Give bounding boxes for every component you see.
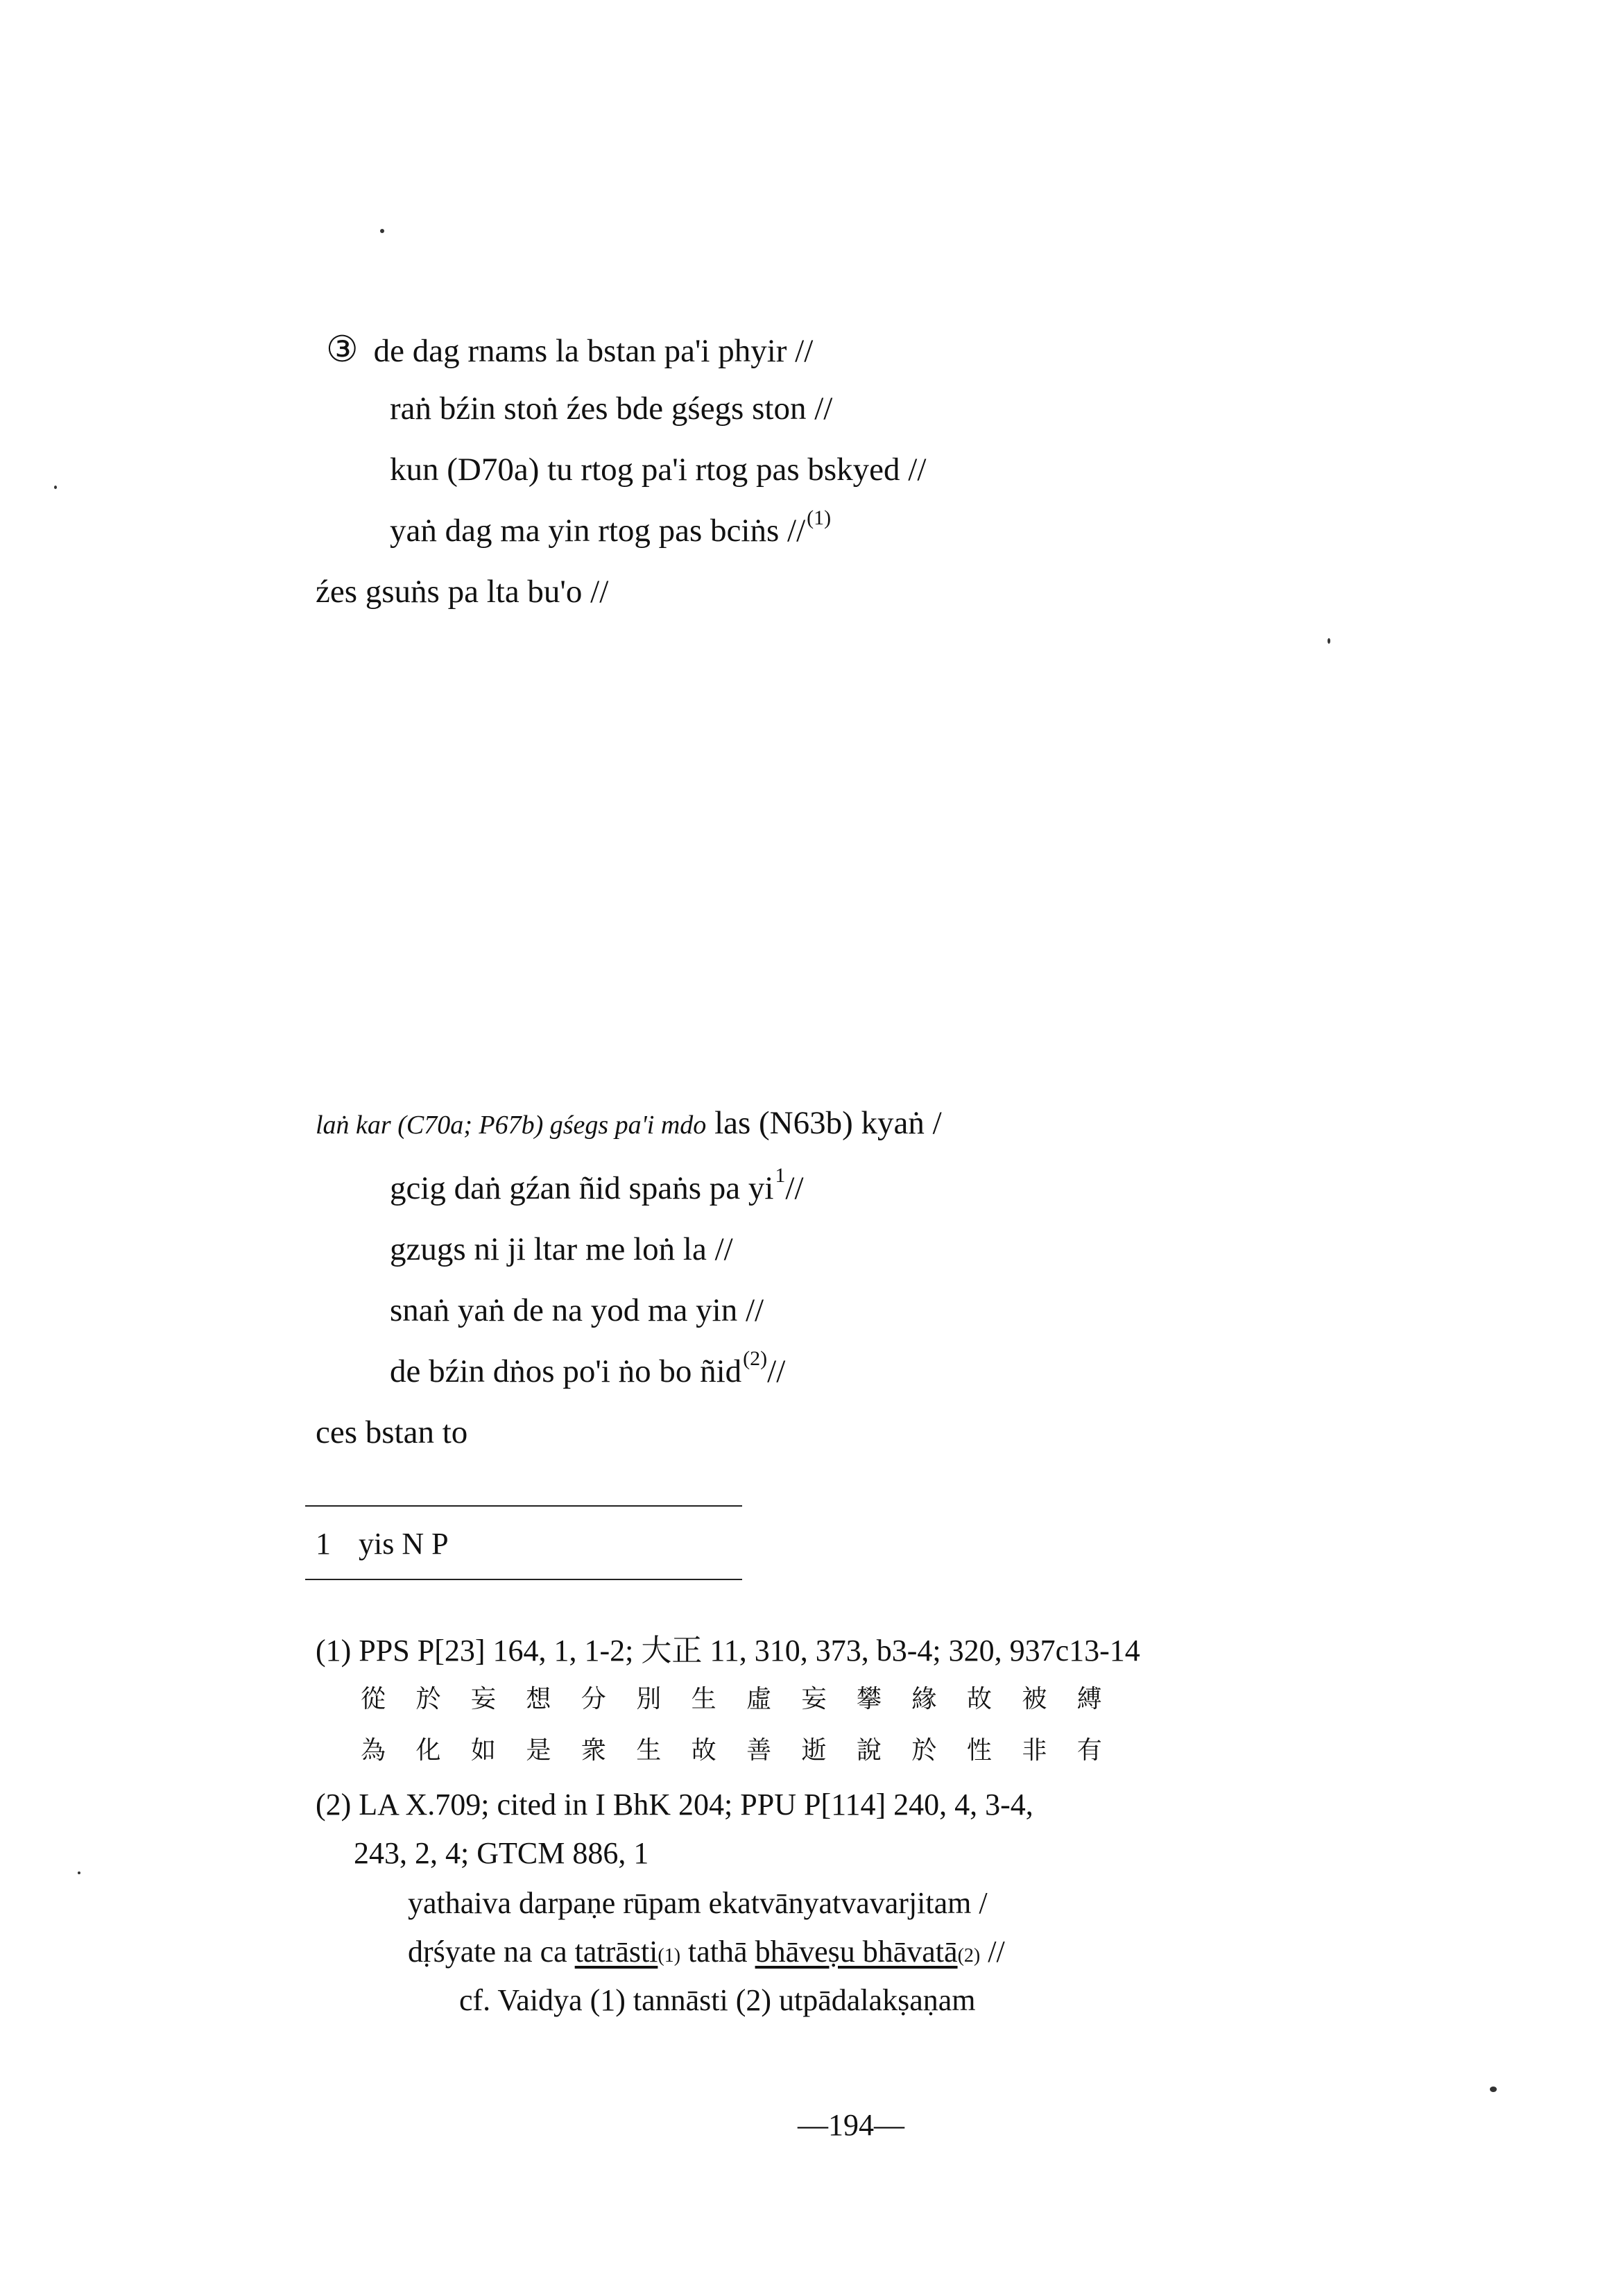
apparatus-rule-bottom xyxy=(305,1579,742,1580)
verse-2-intro-title: laṅ kar (C70a; P67b) gśegs pa'i mdo xyxy=(316,1111,707,1140)
note-1-chinese-line-1: 從 於 妄 想 分 別 生 虛 妄 攀 緣 故 被 縛 xyxy=(361,1685,1113,1713)
sanskrit-2-end: // xyxy=(980,1935,1005,1969)
scan-speck xyxy=(380,229,384,233)
circled-number-marker: ③ xyxy=(326,329,359,370)
sanskrit-2-a: dṛśyate na ca xyxy=(408,1935,575,1969)
verse-1-line-1 xyxy=(326,329,814,370)
sanskrit-2-underlined-1: tatrāsti xyxy=(574,1935,658,1969)
sanskrit-2-mark-2: (2) xyxy=(957,1945,981,1967)
verse-1-text-1: de dag rnams la bstan pa'i phyir // xyxy=(373,333,814,369)
note-2-line-1: (2) LA X.709; cited in I BhK 204; PPU P[114] 240, 4, 3-4, xyxy=(316,1788,1033,1822)
verse-1-line-3: kun (D70a) tu rtog pa'i rtog pas bskyed // xyxy=(390,452,927,488)
footnote-mark-1: (1) xyxy=(807,506,832,529)
verse-2-text-1-end: // xyxy=(785,1170,804,1206)
verse-2-text-4: de bźin dṅos po'i ṅo bo ñid xyxy=(390,1353,742,1389)
apparatus-rule-top xyxy=(305,1505,742,1507)
sanskrit-2-mark-1: (1) xyxy=(658,1945,681,1967)
note-2-line-2: 243, 2, 4; GTCM 886, 1 xyxy=(354,1836,649,1870)
scan-speck xyxy=(1328,638,1330,644)
verse-2-text-1: gcig daṅ gźan ñid spaṅs pa yi xyxy=(390,1170,774,1206)
sanskrit-2-b: tathā xyxy=(680,1935,755,1969)
verse-2-text-4-end: // xyxy=(767,1353,786,1389)
verse-1-closing: źes gsuṅs pa lta bu'o // xyxy=(316,574,609,610)
variant-note-number: 1 xyxy=(316,1527,331,1561)
verse-2-intro-rest: las (N63b) kyaṅ / xyxy=(706,1105,942,1141)
verse-1-text-4: yaṅ dag ma yin rtog pas bciṅs // xyxy=(390,513,806,549)
page-number: —194— xyxy=(798,2108,904,2142)
sanskrit-line-2 xyxy=(408,1937,1005,1967)
verse-1-line-2: raṅ bźin stoṅ źes bde gśegs ston // xyxy=(390,391,833,427)
verse-2-line-3: snaṅ yaṅ de na yod ma yin // xyxy=(390,1292,764,1328)
verse-2-line-2: gzugs ni ji ltar me loṅ la // xyxy=(390,1231,733,1267)
variant-note xyxy=(316,1529,449,1559)
verse-2-intro xyxy=(316,1107,942,1140)
sanskrit-2-underlined-2: bhāveṣu bhāvatā xyxy=(755,1935,958,1969)
verse-2-closing: ces bstan to xyxy=(316,1414,468,1450)
scan-speck xyxy=(1490,2087,1497,2092)
note-1: (1) PPS P[23] 164, 1, 1-2; 大正 11, 310, 373, b3-4; 320, 937c13-14 xyxy=(316,1634,1140,1668)
scan-speck xyxy=(54,486,57,489)
variant-note-text: yis N P xyxy=(359,1527,449,1561)
footnote-mark-2: (2) xyxy=(743,1347,768,1370)
cf-line: cf. Vaidya (1) tannāsti (2) utpādalakṣaṇam xyxy=(459,1983,976,2017)
scan-speck xyxy=(78,1871,80,1874)
variant-mark-1: 1 xyxy=(775,1164,786,1187)
verse-2-line-1 xyxy=(390,1164,804,1206)
note-1-chinese-line-2: 為 化 如 是 衆 生 故 善 逝 說 於 性 非 有 xyxy=(361,1736,1113,1765)
sanskrit-line-1: yathaiva darpaṇe rūpam ekatvānyatvavarjitam / xyxy=(408,1886,988,1920)
verse-1-line-4 xyxy=(390,506,832,549)
verse-2-line-4 xyxy=(390,1347,786,1389)
